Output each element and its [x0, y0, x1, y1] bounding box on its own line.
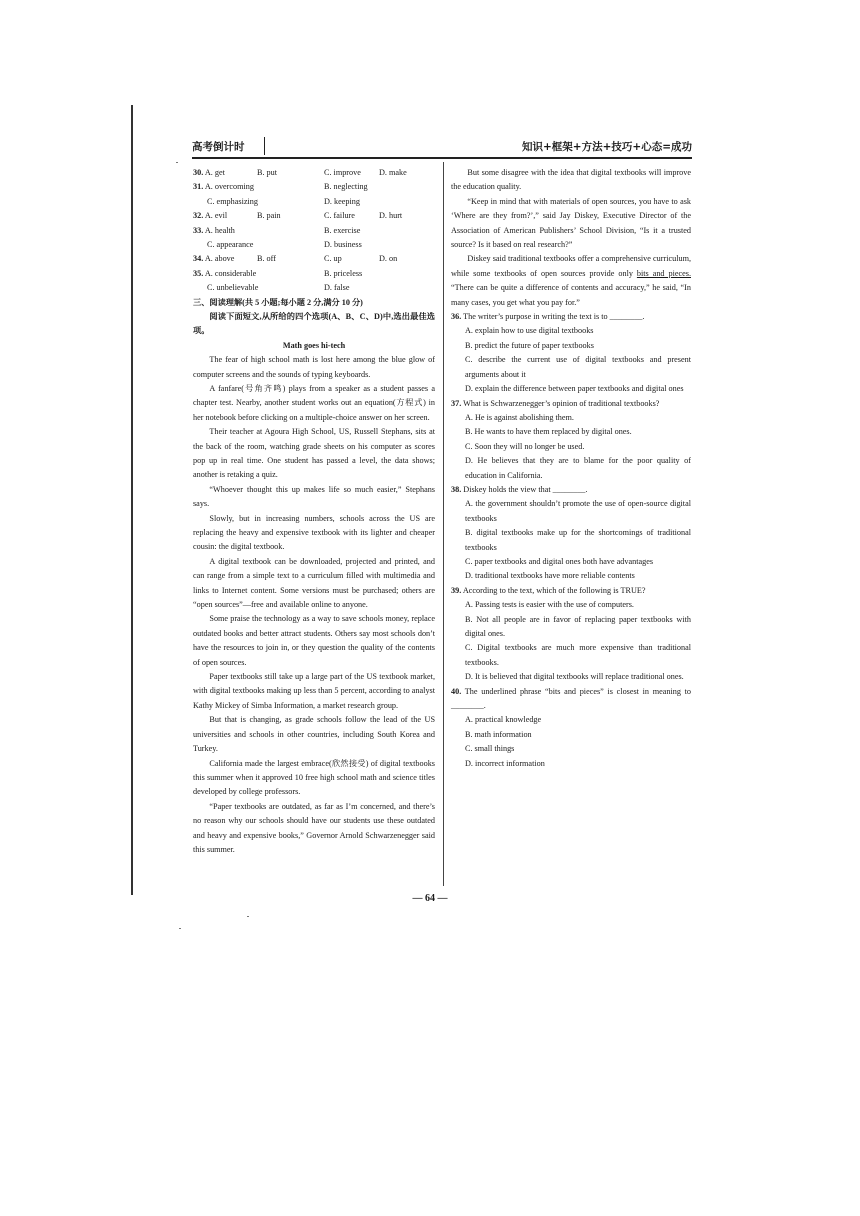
question-number: 36.	[451, 312, 462, 322]
question-block	[451, 483, 691, 584]
answer-option[interactable]: C. Soon they will no longer be used.	[465, 441, 585, 451]
paragraph: “Whoever thought this up makes life so much easier,” Stephans says.	[193, 484, 435, 509]
option: C. appearance	[207, 239, 254, 249]
option: D. keeping	[324, 196, 360, 206]
option: A. above	[204, 254, 235, 264]
option: A. considerable	[204, 268, 257, 278]
option: C. emphasizing	[207, 196, 258, 206]
article-title: Math goes hi-tech	[282, 340, 346, 350]
question-stem: The writer’s purpose in writing the text is to ________.	[463, 312, 645, 322]
option: C. improve	[324, 168, 361, 177]
question-number: 38.	[451, 484, 462, 494]
option: A. overcoming	[204, 182, 254, 192]
option: C. up	[324, 254, 342, 264]
paragraph: Their teacher at Agoura High School, US, Russell Stephans, sits at the back of the room, watching grade sheets on his computer as scores pop up in real time. One student has passed a level, the data shows; another is retaking a quiz.	[193, 427, 435, 480]
option: D. business	[324, 239, 362, 249]
question-number: 37.	[451, 398, 462, 408]
option: D. hurt	[379, 211, 403, 221]
answer-option[interactable]: A. practical knowledge	[465, 715, 542, 725]
page-header	[192, 139, 692, 159]
question-number: 32.	[193, 211, 204, 221]
header-divider	[264, 137, 265, 155]
paragraph-text: Diskey said traditional textbooks offer a comprehensive curriculum, while some textbooks of open sources provide only	[451, 254, 691, 278]
instructions: 阅读下面短文,从所给的四个选项(A、B、C、D)中,选出最佳选项。	[193, 311, 435, 336]
option: B. neglecting	[324, 182, 368, 192]
cloze-item	[193, 180, 435, 194]
cloze-item	[193, 252, 435, 266]
underlined-phrase: bits and pieces.	[636, 268, 691, 278]
option: B. priceless	[324, 268, 363, 278]
scan-speck	[176, 162, 178, 163]
option: B. off	[257, 254, 276, 264]
question-stem: The underlined phrase “bits and pieces” is closest in meaning to ________.	[451, 686, 691, 711]
left-column	[193, 166, 435, 857]
cloze-item	[193, 224, 435, 238]
question-number: 35.	[193, 268, 204, 278]
answer-option[interactable]: C. describe the current use of digital textbooks and present arguments about it	[465, 355, 691, 379]
cloze-item	[193, 267, 435, 281]
question-block	[451, 310, 691, 396]
question-stem: Diskey holds the view that ________.	[463, 484, 588, 494]
option: A. evil	[204, 211, 228, 221]
option: D. false	[324, 283, 350, 293]
option: C. failure	[324, 211, 355, 221]
answer-option[interactable]: A. the government shouldn’t promote the use of open-source digital textbooks	[465, 499, 691, 523]
scan-speck	[247, 916, 249, 917]
option: B. pain	[257, 211, 281, 221]
paragraph: Some praise the technology as a way to save schools money, replace outdated books and better attract students. Others say most schools don’t have the resources to join in, or they question the quality of the contents of open sources.	[193, 614, 435, 667]
paragraph: But that is changing, as grade schools follow the lead of the US universities and schools in other countries, including South Korea and Turkey.	[193, 715, 435, 754]
option: D. make	[379, 168, 407, 177]
right-column	[451, 166, 691, 771]
answer-option[interactable]: D. incorrect information	[465, 758, 545, 768]
option: C. unbelievable	[207, 283, 259, 293]
column-divider	[443, 162, 444, 886]
question-number: 39.	[451, 585, 462, 595]
option: B. exercise	[324, 225, 361, 235]
paragraph	[451, 252, 691, 310]
header-countdown-title: 高考倒计时	[192, 141, 245, 153]
question-number: 33.	[193, 225, 204, 235]
paragraph: But some disagree with the idea that digital textbooks will improve the education quality.	[451, 168, 691, 192]
paragraph: Paper textbooks still take up a large part of the US textbook market, with digital textbooks making up less than 5 percent, according to analyst Kathy Mickey of Simba Information, a market research group.	[193, 672, 435, 710]
cloze-item	[193, 166, 435, 180]
paragraph-text: “There can be quite a difference of contents and accuracy,” he said, “In many cases, you get what you pay for.”	[451, 283, 691, 307]
answer-option[interactable]: A. explain how to use digital textbooks	[465, 326, 594, 336]
question-block	[451, 397, 691, 483]
answer-option[interactable]: A. Passing tests is easier with the use of computers.	[465, 600, 634, 610]
answer-option[interactable]: D. It is believed that digital textbooks will replace traditional ones.	[465, 672, 684, 682]
answer-option[interactable]: C. small things	[465, 744, 515, 754]
option: B. put	[257, 168, 278, 177]
section-title: 三、阅读理解(共 5 小题;每小题 2 分,满分 10 分)	[193, 297, 363, 307]
paragraph: A fanfare(号角齐鸣) plays from a speaker as a student passes a chapter test. Nearby, another student works out an equation(方程式) in her notebook before clicking on a multiple-choice answer on her screen.	[193, 383, 435, 422]
answer-option[interactable]: C. Digital textbooks are much more expensive than traditional textbooks.	[465, 643, 691, 667]
question-stem: According to the text, which of the following is TRUE?	[462, 585, 646, 595]
option: D. on	[379, 254, 398, 264]
option: A. health	[204, 225, 235, 235]
scan-speck	[179, 928, 181, 929]
question-number: 31.	[193, 182, 204, 192]
header-rule	[192, 157, 692, 159]
question-block	[451, 584, 691, 685]
question-number: 40.	[451, 686, 462, 696]
paragraph: California made the largest embrace(欣然接受) of digital textbooks this summer when it approved 10 free high school math and science titles developed by college professors.	[193, 758, 435, 797]
question-number: 34.	[193, 254, 204, 264]
option: A. get	[204, 168, 225, 177]
answer-option[interactable]: D. explain the difference between paper textbooks and digital ones	[465, 384, 684, 394]
answer-option[interactable]: B. Not all people are in favor of replacing paper textbooks with digital ones.	[465, 614, 691, 638]
answer-option[interactable]: B. predict the future of paper textbooks	[465, 340, 594, 350]
paragraph: Slowly, but in increasing numbers, schools across the US are replacing the heavy and expensive textbook with its lighter and cheaper cousin: the digital textbook.	[193, 513, 435, 552]
header-slogan: 知识+框架+方法+技巧+心态=成功	[522, 141, 692, 153]
answer-option[interactable]: B. He wants to have them replaced by digital ones.	[465, 427, 632, 437]
answer-option[interactable]: B. digital textbooks make up for the shortcomings of traditional textbooks	[465, 528, 691, 552]
scan-edge-line	[131, 105, 133, 895]
answer-option[interactable]: C. paper textbooks and digital ones both have advantages	[465, 556, 654, 566]
answer-option[interactable]: B. math information	[465, 729, 532, 739]
paragraph: “Paper textbooks are outdated, as far as I’m concerned, and there’s no reason why our schools should have our students use these outdated and heavy and expensive books,” Governor Arnold Schwarzenegger said this summer.	[193, 801, 435, 854]
question-stem: What is Schwarzenegger’s opinion of traditional textbooks?	[463, 398, 660, 408]
page-number: — 64 —	[412, 893, 448, 904]
paragraph: The fear of high school math is lost here among the blue glow of computer screens and the sounds of typing keyboards.	[193, 355, 435, 379]
answer-option[interactable]: A. He is against abolishing them.	[465, 412, 574, 422]
paragraph: “Keep in mind that with materials of open sources, you have to ask ‘Where are they from?’,” said Jay Diskey, Executive Director of the Association of American Publishers’ School Division, “Is it a trusted source? Is it based on real research?”	[451, 196, 691, 250]
question-number: 30.	[193, 168, 204, 177]
answer-option[interactable]: D. traditional textbooks have more reliable contents	[465, 571, 635, 581]
cloze-item	[193, 209, 435, 223]
answer-option[interactable]: D. He believes that they are to blame for the poor quality of education in California.	[465, 456, 691, 480]
paragraph: A digital textbook can be downloaded, projected and printed, and can range from a simple text to a curriculum filled with multimedia and links to Internet content. Some versions must be purchased; others are “open sources”—free and available online to anyone.	[193, 556, 435, 610]
question-block	[451, 685, 691, 771]
